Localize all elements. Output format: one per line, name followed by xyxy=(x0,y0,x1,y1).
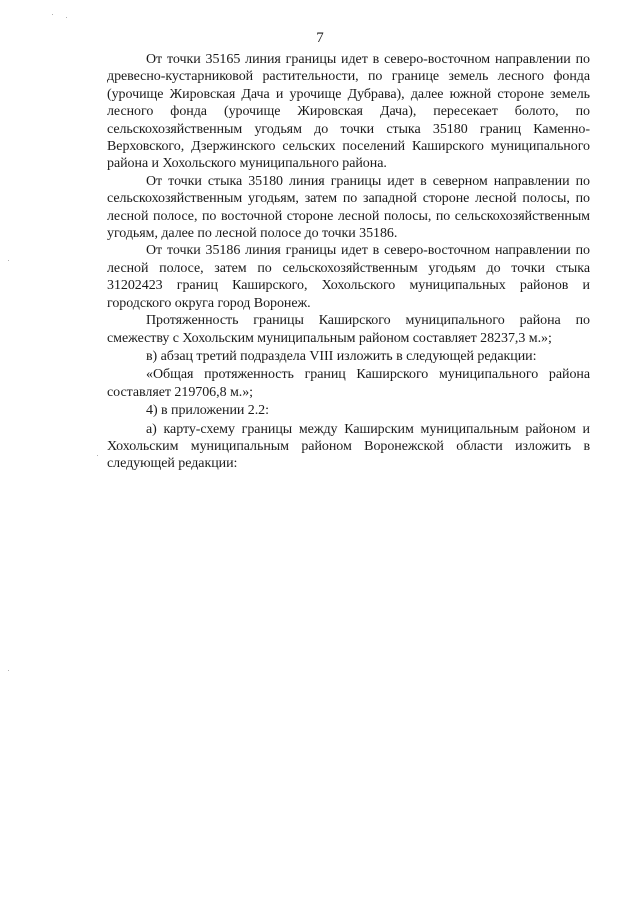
scan-speck xyxy=(8,260,9,261)
paragraph-item-4: 4) в приложении 2.2: xyxy=(146,403,269,419)
paragraph-item-v: в) абзац третий подраздела VIII изложить в следующей редакции: xyxy=(146,348,537,364)
scan-speck xyxy=(52,14,53,15)
scan-speck xyxy=(97,455,98,456)
paragraph-boundary-35165: От точки 35165 линия границы идет в северо-восточном направлении по древесно-кустарниковой растительности, по границе земель лесного фонда (урочище Жировская Дача и урочище Дубрава), далее южной стороне земель лесного фонда (урочище Жировская Дача), пересекает болото, по сельскохозяйственным угодьям до точки стыка 35180 границ Каменно-Верховского, Дзержинского сельских поселений Каширского муниципального района и Хохольского муниципального района. xyxy=(107,52,590,172)
scan-speck xyxy=(8,670,9,671)
paragraph-total-length: «Общая протяженность границ Каширского муниципального района составляет 219706,8 м.»; xyxy=(107,367,590,400)
scan-speck xyxy=(66,17,67,18)
page-number: 7 xyxy=(316,30,324,46)
paragraph-boundary-35180: От точки стыка 35180 линия границы идет в северном направлении по сельскохозяйственным угодьям, затем по западной стороне лесной полосы, по лесной полосе, по восточной стороне лесной полосы, по сельскохозяйственным угодьям, далее по лесной полосе до точки 35186. xyxy=(107,173,590,242)
paragraph-boundary-35186: От точки 35186 линия границы идет в северо-восточном направлении по лесной полосе, затем по сельскохозяйственным угодьям до точки стыка 31202423 границ Каширского, Хохольского муниципальных районов и городского округа город Воронеж. xyxy=(107,243,590,311)
paragraph-boundary-length: Протяженность границы Каширского муниципального района по смежеству с Хохольским муниципальным районом составляет 28237,3 м.»; xyxy=(107,313,590,346)
document-body xyxy=(107,51,590,473)
paragraph-item-a: а) карту-схему границы между Каширским муниципальным районом и Хохольским муниципальным районом Воронежской области изложить в следующей редакции: xyxy=(107,421,590,472)
